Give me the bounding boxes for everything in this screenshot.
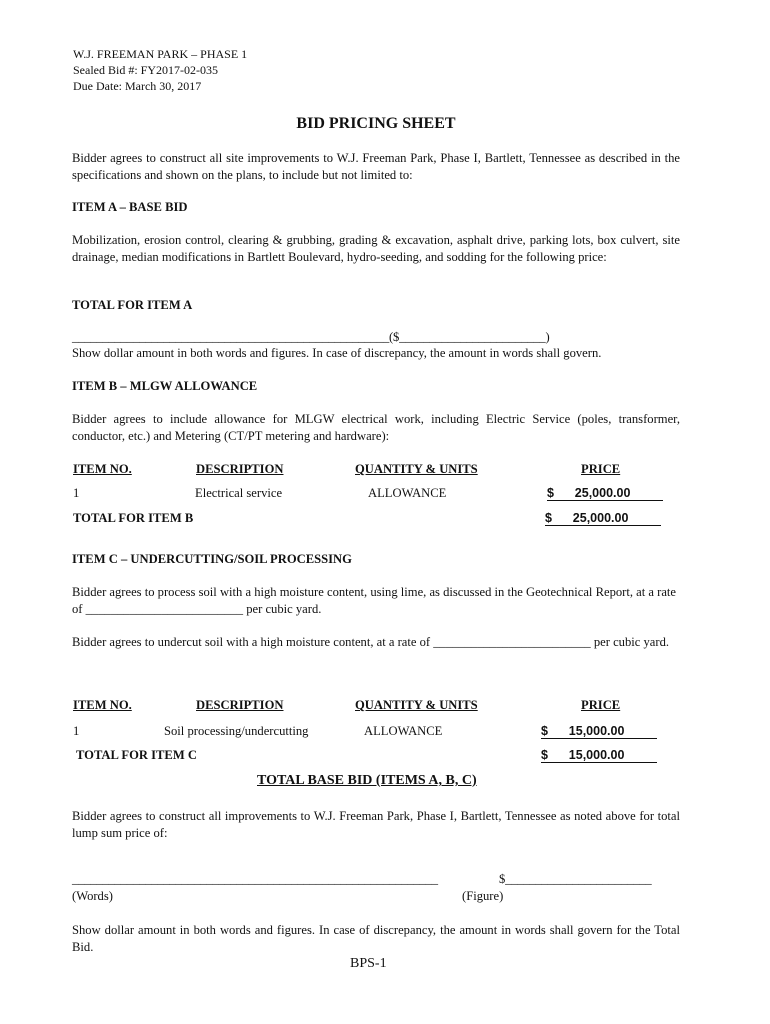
header-due-date: Due Date: March 30, 2017: [73, 79, 202, 93]
item-c-description-2: Bidder agrees to undercut soil with a high moisture content, at a rate of _________________________ per cubic yard.: [72, 635, 670, 649]
page-title: BID PRICING SHEET: [296, 115, 456, 132]
total-base-bid-heading: TOTAL BASE BID (ITEMS A, B, C): [257, 773, 477, 788]
row-quantity: ALLOWANCE: [368, 486, 447, 500]
item-c-heading: ITEM C – UNDERCUTTING/SOIL PROCESSING: [72, 552, 352, 566]
item-a-note: Show dollar amount in both words and figures. In case of discrepancy, the amount in words shall govern.: [72, 346, 602, 360]
row-description: Electrical service: [195, 486, 283, 500]
item-b-description: Bidder agrees to include allowance for MLGW electrical work, including Electric Service (poles, transformer, conductor, etc.) and Metering (CT/PT metering and hardware):: [72, 412, 680, 443]
row-description: Soil processing/undercutting: [164, 724, 309, 738]
total-figure-line: $________________________: [499, 872, 652, 886]
row-quantity: ALLOWANCE: [364, 724, 443, 738]
col-header-item-no: ITEM NO.: [73, 698, 132, 712]
item-c-total-label: TOTAL FOR ITEM C: [76, 748, 197, 762]
row-price: $ 25,000.00: [547, 486, 663, 501]
figure-label: (Figure): [462, 889, 504, 903]
total-base-bid-description: Bidder agrees to construct all improvements to W.J. Freeman Park, Phase I, Bartlett, Tennessee as noted above for total lump sum price of:: [72, 809, 680, 840]
total-words-line: ____________________________________________________________: [72, 872, 438, 886]
item-a-description: Mobilization, erosion control, clearing & grubbing, grading & excavation, asphalt drive, parking lots, box culvert, site drainage, median modifications in Bartlett Boulevard, hydro-seeding, and sodding for the following price:: [72, 233, 680, 264]
item-a-heading: ITEM A – BASE BID: [72, 200, 188, 214]
item-a-total-label: TOTAL FOR ITEM A: [72, 298, 193, 312]
col-header-price: PRICE: [581, 462, 621, 476]
col-header-description: DESCRIPTION: [196, 462, 284, 476]
row-item-no: 1: [73, 486, 80, 500]
header-project: W.J. FREEMAN PARK – PHASE 1: [73, 47, 248, 61]
col-header-item-no: ITEM NO.: [73, 462, 132, 476]
row-item-no: 1: [73, 724, 80, 738]
words-label: (Words): [72, 889, 113, 903]
item-b-total-label: TOTAL FOR ITEM B: [73, 511, 194, 525]
header-sealed-bid: Sealed Bid #: FY2017-02-035: [73, 63, 218, 77]
col-header-description: DESCRIPTION: [196, 698, 284, 712]
item-c-description-1: Bidder agrees to process soil with a high moisture content, using lime, as discussed in the Geotechnical Report, at a rate of _________________________ per cubic yard.: [72, 585, 676, 616]
row-price: $ 15,000.00: [541, 724, 657, 739]
col-header-price: PRICE: [581, 698, 621, 712]
col-header-quantity: QUANTITY & UNITS: [355, 698, 478, 712]
item-b-total-price: $ 25,000.00: [545, 511, 661, 526]
item-c-total-price: $ 15,000.00: [541, 748, 657, 763]
total-base-bid-note: Show dollar amount in both words and figures. In case of discrepancy, the amount in words shall govern for the Total Bid.: [72, 923, 680, 954]
col-header-quantity: QUANTITY & UNITS: [355, 462, 478, 476]
item-b-heading: ITEM B – MLGW ALLOWANCE: [72, 379, 258, 393]
intro-paragraph: Bidder agrees to construct all site improvements to W.J. Freeman Park, Phase I, Bartlett, Tennessee as described in the specifications and shown on the plans, to include but not limited to:: [72, 151, 680, 182]
page-number: BPS-1: [350, 956, 387, 971]
item-a-blank-line: ____________________________________________________($________________________): [72, 330, 550, 344]
